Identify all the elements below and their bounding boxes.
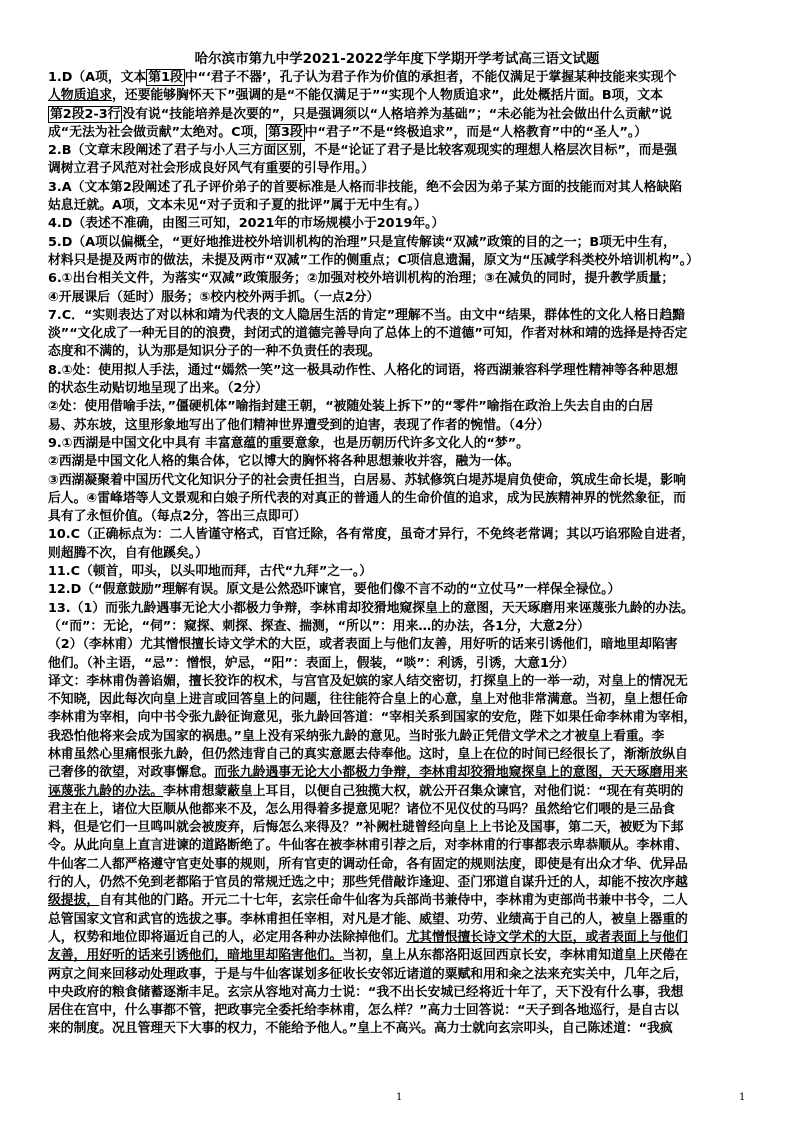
text-segment: 易、苏东坡，这里形象地写出了他们精神世界遭受到的迫害，表现了作者的惋惜。（4分）	[48, 417, 550, 433]
boxed-reference: 第1段	[148, 70, 183, 85]
text-line-content	[48, 343, 381, 361]
text-line-content	[48, 526, 694, 544]
text-line	[48, 380, 748, 398]
text-segment: 人，权势和地位即将逼近自己的人，必定用各种办法除掉他们。	[48, 929, 407, 945]
text-segment: 自有其他的门路。开元二十七年，玄宗任命牛仙客为兵部尚书兼侍中，李林甫为吏部尚书兼中书令，二人	[99, 893, 688, 909]
text-segment: 中“君子”不是“终极追求”，而是“人格教育”中的“圣人”。）	[304, 124, 648, 140]
text-line-content	[48, 252, 699, 270]
text-segment: 6.①出台相关文件，为落实“双减”政策服务；②加强对校外培训机构的治理；③在减负的同时，提升教学质量；	[48, 271, 675, 287]
text-segment: （“而”：无论，“伺”：窥探、刺探、探查、揣测，“所以”：用来…的办法，各1分，大意2分）	[48, 618, 590, 634]
text-line	[48, 270, 748, 288]
text-line-content	[48, 709, 696, 727]
text-segment: 2.B（文章末段阐述了君子与小人三方面区别，不是“论证了君子是比较客观现实的理想人格层次目标”，而是强	[48, 143, 677, 159]
text-line	[48, 215, 748, 233]
text-line-content	[48, 508, 306, 526]
text-line	[48, 289, 748, 307]
text-segment: 12.D（“假意鼓励”理解有误。原文是公然恐吓谏官，要他们像不言不动的“立仗马”一样保全禄位。）	[48, 582, 621, 598]
page-title: 哈尔滨市第九中学2021-2022学年度下学期开学考试高三语文试题	[194, 51, 600, 67]
text-line	[48, 435, 748, 453]
text-line	[48, 746, 748, 764]
text-line-content	[48, 783, 683, 801]
text-line-content	[48, 947, 688, 965]
text-segment: 林甫虽然心里痛恨张九龄，但仍然违背自己的真实意愿去侍奉他。这时，皇上在位的时间已经很长了，渐渐放纵自	[48, 746, 688, 762]
text-line	[48, 1020, 748, 1038]
text-line-content	[48, 618, 590, 636]
answer-body	[48, 69, 748, 1039]
text-line	[48, 69, 748, 87]
underlined-text: 级提拔，	[48, 893, 100, 909]
text-line-content	[48, 746, 688, 764]
text-line	[48, 343, 748, 361]
underlined-text: 而张九龄遇事无论大小都极力争辩，李林甫却狡猾地窥探皇上的意图，天天琢磨用来	[214, 765, 688, 781]
text-segment: 没有说“技能培养是次要的”，只是强调须以“人格培养为基础”；“未必能为社会做出什么贡献”说	[122, 106, 672, 122]
text-line-content	[48, 234, 676, 252]
text-line	[48, 87, 748, 105]
text-segment: 材料只是提及两市的做法，未提及两市“双减”工作的侧重点；C项信息遗漏，原文为“压减学科类校外培训机构”。）	[48, 252, 699, 268]
text-line	[48, 124, 748, 142]
text-segment: 李林甫为宰相，向中书令张九龄征询意见，张九龄回答道：“宰相关系到国家的安危，陛下如果任命李林甫为宰相，	[48, 710, 697, 726]
text-line	[48, 984, 748, 1002]
underlined-text: 诬蔑张九龄的办法。	[48, 783, 164, 799]
text-line-content	[48, 837, 688, 855]
text-line	[48, 764, 748, 782]
text-line-content	[48, 106, 672, 124]
text-segment: 译文：李林甫伪善谄媚，擅长狡诈的权术，与宫官及妃嫔的家人结交密切，打探皇上的一举一动，对皇上的情况无	[48, 673, 688, 689]
text-segment: 牛仙客二人都严格遵守官吏处事的规则，所有官吏的调动任命，各有固定的规则法度，即使是有出众才华、优异品	[48, 856, 688, 872]
text-segment: 不知晓，因此每次向皇上进言或回答皇上的问题，往往能符合皇上的心意，皇上对他非常满意。当初，皇上想任命	[48, 692, 688, 708]
text-line	[48, 618, 748, 636]
text-line	[48, 197, 748, 215]
text-segment: 两京之间来回移动处理政事，于是与牛仙客谋划多征收长安邻近诸道的粟赋和用和籴之法来充实关中，几年之后，	[48, 966, 688, 982]
text-line-content	[48, 142, 677, 160]
boxed-reference: 第2段2-3行	[50, 106, 121, 122]
text-line	[48, 508, 748, 526]
page-number-center: 1	[396, 1092, 403, 1103]
text-line-content	[48, 87, 663, 105]
text-segment: 令。从此向皇上直言进谏的道路断绝了。牛仙客在被李林甫引荐之后，对李林甫的行事都表示卑恭顺从。李林甫、	[48, 838, 688, 854]
text-segment: 中“‘君子不器’，孔子认为君子作为价值的承担者，不能仅满足于掌握某种技能来实现个	[184, 70, 677, 85]
text-line	[48, 563, 748, 581]
text-line	[48, 252, 748, 270]
text-segment: 我恐怕他将来会成为国家的祸患。”皇上没有采纳张九龄的意见。当时张九龄正凭借文学术之才被皇上看重。李	[48, 728, 665, 744]
text-segment: 成“无法为社会做贡献”太绝对。C项，	[48, 124, 267, 140]
text-line	[48, 801, 748, 819]
text-line-content	[48, 362, 678, 380]
text-line	[48, 819, 748, 837]
text-line	[48, 947, 748, 965]
text-segment: 态度和不满的，认为那是知识分子的一种不负责任的表现。	[48, 344, 381, 360]
text-segment: 后人。④雷峰塔等人文景观和白娘子所代表的对真正的普通人的生命价值的追求，成为民族精神界的恍然象征，而	[48, 490, 686, 506]
text-line	[48, 234, 748, 252]
text-line	[48, 417, 748, 435]
text-segment: ③西湖凝聚着中国历代文化知识分子的社会责任担当，白居易、苏轼修筑白堤苏堤肩负使命，筑成生命长堤，影响	[48, 472, 686, 488]
underlined-text: 尤其憎恨擅长诗文学术的大臣，或者表面上与他们	[406, 929, 688, 945]
text-line-content	[48, 197, 427, 215]
text-line-content	[48, 472, 686, 490]
text-line	[48, 179, 748, 197]
text-line	[48, 398, 748, 416]
text-line-content	[48, 874, 688, 892]
text-line	[48, 490, 748, 508]
text-segment: 1.D（A项，文本	[48, 70, 147, 85]
text-segment: ④开展课后（延时）服务；⑤校内校外两手抓。（一点2分）	[48, 289, 380, 305]
text-segment: 他们。（补主语，“忌”：憎恨，妒忌，“阳”：表面上，假装，“啖”：利诱，引诱，大意1分）	[48, 655, 575, 671]
text-segment: 8.①处：使用拟人手法，通过“嫣然一笑”这一极具动作性、人格化的词语，将西湖兼容科学理性精神等各种思想	[48, 362, 679, 378]
page-number-right: 1	[739, 1092, 746, 1103]
text-line-content	[48, 417, 550, 435]
text-line-content	[48, 728, 664, 746]
text-segment: 当初，皇上从东都洛阳返回西京长安，李林甫知道皇上厌倦在	[342, 948, 688, 964]
text-line-content	[48, 289, 379, 307]
text-line-content	[48, 801, 675, 819]
text-line	[48, 545, 748, 563]
text-line-content	[48, 69, 676, 87]
text-line-content	[48, 179, 682, 197]
text-segment: 9.①西湖是中国文化中具有 丰富意蕴的重要意象，也是历朝历代许多文化人的“梦”。	[48, 435, 529, 451]
text-line	[48, 453, 748, 471]
text-line-content	[48, 892, 688, 910]
text-line	[48, 160, 748, 178]
text-segment: 的状态生动贴切地呈现了出来。（2分）	[48, 381, 269, 397]
text-line-content	[48, 398, 653, 416]
text-line-content	[48, 600, 694, 618]
text-line-content	[48, 270, 674, 288]
text-segment: 总管国家文官和武官的选拔之事。李林甫担任宰相，对凡是才能、威望、功劳、业绩高于自己的人，被皇上器重的	[48, 911, 688, 927]
text-line-content	[48, 1002, 679, 1020]
text-line-content	[48, 764, 688, 782]
text-line	[48, 142, 748, 160]
text-segment: 10.C（正确标点为：二人皆谨守格式，百官迁除，各有常度，虽奇才异行，不免终老常调；其以巧谄邪险自进者，	[48, 527, 695, 543]
text-line	[48, 966, 748, 984]
text-line-content	[48, 307, 685, 325]
text-segment: ，还要能够胸怀天下”强调的是“不能仅满足于”“实现个人物质追求”，此处概括片面。B项，文本	[111, 88, 663, 104]
text-segment: 居住在宫中，什么事都不管，把政事完全委托给李林甫，怎么样？”高力士回答说：“天子到各地巡行，是自古以	[48, 1003, 680, 1019]
text-line-content	[48, 453, 520, 471]
text-segment: 11.C（顿首，叩头，以头叩地而拜，古代“九拜”之一。）	[48, 564, 373, 580]
text-line	[48, 600, 748, 618]
text-line	[48, 325, 748, 343]
text-line	[48, 911, 748, 929]
text-line-content	[48, 911, 688, 929]
text-line	[48, 892, 748, 910]
text-line-content	[48, 435, 529, 453]
text-line-content	[48, 856, 688, 874]
text-segment: ②处：使用借喻手法，”僵硬机体”喻指封建王朝，“被随处装上拆下”的“零件”喻指在政治上失去自由的白居	[48, 399, 654, 415]
text-segment: 来的制度。况且管理天下大事的权力，不能给予他人。”皇上不高兴。高力士就向玄宗叩头，自己陈述道：“我疯	[48, 1021, 673, 1037]
text-segment: 料，但是它们一旦鸣叫就会被废弃，后悔怎么来得及？”补阙杜琎曾经向皇上上书论及国事，第二天，被贬为下邽	[48, 820, 684, 836]
text-segment: 则超腾不次，自有他蹊矣。）	[48, 545, 208, 561]
text-line-content	[48, 673, 688, 691]
text-segment: 5.D（A项以偏概全，“更好地推进校外培训机构的治理”只是宣传解读“双减”政策的目的之一；B项无中生有，	[48, 234, 676, 250]
text-line-content	[48, 1020, 673, 1038]
text-line	[48, 673, 748, 691]
text-segment: 4.D（表述不准确，由图三可知，2021年的市场规模小于2019年。）	[48, 216, 445, 232]
underlined-text: 友善，用好听的话来引诱他们，暗地里却陷害他们。	[48, 948, 343, 964]
text-segment: 中央政府的粮食储蓄逐渐丰足。玄宗从容地对高力士说：“我不出长安城已经将近十年了，天下没有什么事，我想	[48, 984, 684, 1000]
text-segment: 君主在上，诸位大臣顺从他都来不及，怎么用得着多提意见呢？诸位不见仪仗的马吗？虽然给它们喂的是三品食	[48, 801, 676, 817]
text-segment: 淡”“文化成了一种无目的的浪费，封闭式的道德完善导向了总体上的不道德”可知，作者对林和靖的选择是持否定	[48, 326, 688, 342]
text-line	[48, 856, 748, 874]
text-line-content	[48, 929, 688, 947]
text-line-content	[48, 636, 678, 654]
text-segment: 具有了永恒价值。（每点2分，答出三点即可）	[48, 509, 307, 525]
text-line-content	[48, 124, 647, 142]
text-line	[48, 526, 748, 544]
text-line	[48, 636, 748, 654]
text-line-content	[48, 655, 574, 673]
text-line	[48, 1002, 748, 1020]
text-segment: 行的人，仍然不免到老都陷于官员的常规迁选之中；那些凭借敲诈逢迎、歪门邪道自谋升迁的人，却能不按次序越	[48, 875, 688, 891]
text-segment: 己奢侈的欲望，对政事懈怠。	[48, 765, 215, 781]
underlined-text: 人物质追求	[48, 88, 112, 104]
text-line	[48, 106, 748, 124]
text-line-content	[48, 160, 374, 178]
text-line	[48, 709, 748, 727]
text-line	[48, 581, 748, 599]
text-segment: 13.（1）而张九龄遇事无论大小都极力争辩，李林甫却狡猾地窥探皇上的意图，天天琢磨用来诬蔑张九龄的办法。	[48, 600, 694, 616]
text-segment: ②西湖是中国文化人格的集合体，它以博大的胸怀将各种思想兼收并容，融为一体。	[48, 454, 520, 470]
text-segment: 李林甫想蒙蔽皇上耳目，以便自己独揽大权，就公开召集众谏官，对他们说：“现在有英明的	[163, 783, 684, 799]
text-line	[48, 929, 748, 947]
text-segment: 7.C．“实则表达了对以林和靖为代表的文人隐居生活的肯定”理解不当。由文中“结果，群体性的文化人格日趋黯	[48, 307, 686, 323]
text-line-content	[48, 984, 683, 1002]
text-line-content	[48, 490, 686, 508]
text-line	[48, 362, 748, 380]
text-line	[48, 691, 748, 709]
text-line	[48, 783, 748, 801]
text-line-content	[48, 581, 620, 599]
text-line	[48, 837, 748, 855]
text-line-content	[48, 325, 687, 343]
text-line	[48, 655, 748, 673]
text-line	[48, 307, 748, 325]
text-line-content	[48, 563, 372, 581]
text-line	[48, 728, 748, 746]
text-line-content	[48, 966, 688, 984]
text-line	[48, 472, 748, 490]
boxed-reference: 第3段	[268, 124, 303, 140]
text-line-content	[48, 215, 444, 233]
text-line	[48, 874, 748, 892]
text-segment: 姑息迁就。A项，文本未见“对子贡和子夏的批评”属于无中生有。）	[48, 198, 427, 214]
text-segment: （2）（李林甫）尤其憎恨擅长诗文学术的大臣，或者表面上与他们友善，用好听的话来引诱他们，暗地里却陷害	[48, 637, 678, 653]
text-line-content	[48, 545, 208, 563]
text-line-content	[48, 691, 688, 709]
text-line-content	[48, 819, 683, 837]
text-segment: 3.A（文本第2段阐述了孔子评价弟子的首要标准是人格而非技能，绝不会因为弟子某方面的技能而对其人格缺陷	[48, 179, 683, 195]
text-segment: 调树立君子风范对社会形成良好风气有重要的引导作用。）	[48, 161, 375, 177]
text-line-content	[48, 380, 268, 398]
